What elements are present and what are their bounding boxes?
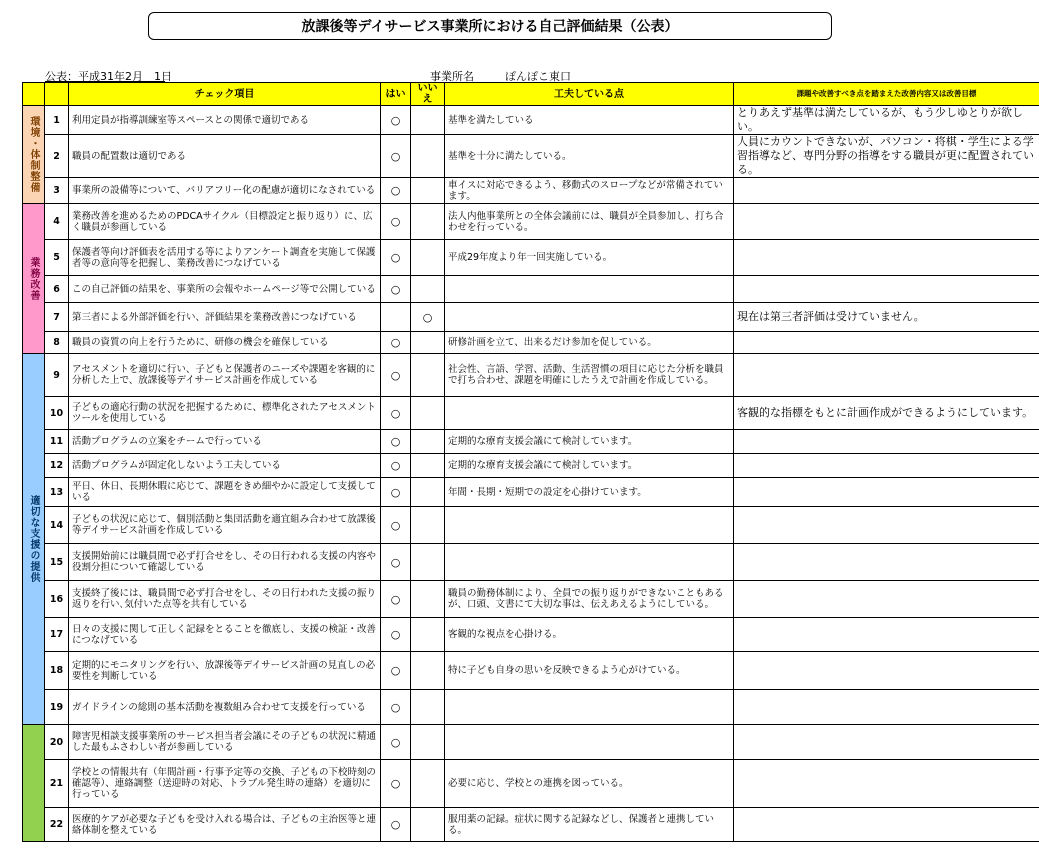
- row-number: 9: [45, 354, 69, 397]
- no-mark: [411, 652, 445, 690]
- row-number: 16: [45, 581, 69, 618]
- header-no: いいえ: [411, 83, 445, 106]
- no-mark: [411, 725, 445, 760]
- improvement-text: [734, 544, 1039, 581]
- no-mark: [411, 690, 445, 725]
- table-row: [23, 690, 1039, 725]
- improvement-text: 人員にカウントできないが、パソコン・将棋・学生による学習指導など、専門分野の指導をする職員が更に配置されている。: [734, 135, 1039, 178]
- improvement-text: [734, 204, 1039, 240]
- check-item: 保護者等向け評価表を活用する等によりアンケート調査を実施して保護者等の意向等を把握し、業務改善につなげている: [69, 240, 381, 276]
- effort-text: 基準を十分に満たしている。: [445, 135, 734, 178]
- yes-mark: ○: [381, 808, 411, 842]
- check-item: 子どもの状況に応じて、個別活動と集団活動を適宜組み合わせて放課後等デイサービス計画を作成している: [69, 507, 381, 544]
- check-item: 業務改善を進めるためのPDCAサイクル（目標設定と振り返り）に、広く職員が参画している: [69, 204, 381, 240]
- effort-text: 必要に応じ、学校との連携を図っている。: [445, 760, 734, 808]
- yes-mark: ○: [381, 106, 411, 135]
- improvement-text: [734, 240, 1039, 276]
- table-row: [23, 204, 1039, 240]
- improvement-text: [734, 178, 1039, 204]
- table-row: [23, 760, 1039, 808]
- check-item: 利用定員が指導訓練室等スペースとの関係で適切である: [69, 106, 381, 135]
- effort-text: 法人内他事業所との全体会議前には、職員が全員参加し、打ち合わせを行っている。: [445, 204, 734, 240]
- published-date: 公表：平成31年2月 1日: [45, 70, 172, 83]
- effort-text: [445, 303, 734, 332]
- check-item: 活動プログラムの立案をチームで行っている: [69, 430, 381, 454]
- category-cell: 適切な支援の提供: [23, 354, 45, 725]
- table-row: [23, 276, 1039, 303]
- table-row: [23, 478, 1039, 507]
- table-row: [23, 397, 1039, 430]
- yes-mark: ○: [381, 652, 411, 690]
- improvement-text: [734, 454, 1039, 478]
- yes-mark: ○: [381, 354, 411, 397]
- no-mark: [411, 760, 445, 808]
- yes-mark: ○: [381, 332, 411, 354]
- row-number: 7: [45, 303, 69, 332]
- check-item: この自己評価の結果を、事業所の会報やホームページ等で公開している: [69, 276, 381, 303]
- header-item: チェック項目: [69, 83, 381, 106]
- category-cell: 環境・体制整備: [23, 106, 45, 204]
- no-mark: [411, 397, 445, 430]
- yes-mark: ○: [381, 178, 411, 204]
- row-number: 12: [45, 454, 69, 478]
- category-cell: 業務改善: [23, 204, 45, 354]
- table-row: [23, 135, 1039, 178]
- row-number: 17: [45, 618, 69, 652]
- row-number: 5: [45, 240, 69, 276]
- table-row: [23, 808, 1039, 842]
- row-number: 1: [45, 106, 69, 135]
- no-mark: [411, 478, 445, 507]
- table-row: [23, 581, 1039, 618]
- no-mark: [411, 354, 445, 397]
- effort-text: 研修計画を立て、出来るだけ参加を促している。: [445, 332, 734, 354]
- effort-text: 定期的な療育支援会議にて検討しています。: [445, 430, 734, 454]
- effort-text: [445, 690, 734, 725]
- row-number: 6: [45, 276, 69, 303]
- check-item: 職員の配置数は適切である: [69, 135, 381, 178]
- no-mark: [411, 454, 445, 478]
- no-mark: ○: [411, 303, 445, 332]
- yes-mark: ○: [381, 240, 411, 276]
- yes-mark: ○: [381, 135, 411, 178]
- no-mark: [411, 178, 445, 204]
- no-mark: [411, 332, 445, 354]
- table-row: [23, 725, 1039, 760]
- effort-text: [445, 725, 734, 760]
- effort-text: [445, 397, 734, 430]
- row-number: 13: [45, 478, 69, 507]
- office-name: ぽんぽこ東口: [505, 68, 601, 85]
- row-number: 3: [45, 178, 69, 204]
- yes-mark: ○: [381, 397, 411, 430]
- table-row: [23, 454, 1039, 478]
- check-item: アセスメントを適切に行い、子どもと保護者のニーズや課題を客観的に分析した上で、放課後等デイサービス計画を作成している: [69, 354, 381, 397]
- yes-mark: [381, 303, 411, 332]
- table-row: [23, 240, 1039, 276]
- yes-mark: ○: [381, 690, 411, 725]
- table-row: [23, 618, 1039, 652]
- table-row: [23, 652, 1039, 690]
- row-number: 11: [45, 430, 69, 454]
- yes-mark: ○: [381, 478, 411, 507]
- improvement-text: 現在は第三者評価は受けていません。: [734, 303, 1039, 332]
- yes-mark: ○: [381, 725, 411, 760]
- table-row: [23, 178, 1039, 204]
- yes-mark: ○: [381, 581, 411, 618]
- header-yes: はい: [381, 83, 411, 106]
- no-mark: [411, 135, 445, 178]
- effort-text: 特に子ども自身の思いを反映できるよう心がけている。: [445, 652, 734, 690]
- row-number: 14: [45, 507, 69, 544]
- self-evaluation-table: [22, 82, 1039, 842]
- category-cell: [23, 725, 45, 842]
- office-label: 事業所名: [430, 70, 474, 83]
- no-mark: [411, 507, 445, 544]
- check-item: 障害児相談支援事業所のサービス担当者会議にその子どもの状況に精通した最もふさわしい者が参画している: [69, 725, 381, 760]
- improvement-text: [734, 652, 1039, 690]
- improvement-text: [734, 430, 1039, 454]
- improvement-text: 客観的な指標をもとに計画作成ができるようにしています。: [734, 397, 1039, 430]
- yes-mark: ○: [381, 430, 411, 454]
- no-mark: [411, 276, 445, 303]
- yes-mark: ○: [381, 276, 411, 303]
- yes-mark: ○: [381, 544, 411, 581]
- effort-text: 職員の勤務体制により、全員での振り返りができないこともあるが、口頭、文書にて大切な事は、伝えあえるようにしている。: [445, 581, 734, 618]
- no-mark: [411, 618, 445, 652]
- yes-mark: ○: [381, 454, 411, 478]
- header-category: [23, 83, 45, 106]
- no-mark: [411, 581, 445, 618]
- table-row: [23, 332, 1039, 354]
- effort-text: 社会性、言語、学習、活動、生活習慣の項目に応じた分析を職員で打ち合わせ、課題を明確にしたうえで計画を作成している。: [445, 354, 734, 397]
- row-number: 20: [45, 725, 69, 760]
- check-item: 職員の資質の向上を行うために、研修の機会を確保している: [69, 332, 381, 354]
- row-number: 4: [45, 204, 69, 240]
- check-item: 第三者による外部評価を行い、評価結果を業務改善につなげている: [69, 303, 381, 332]
- improvement-text: [734, 478, 1039, 507]
- table-row: [23, 303, 1039, 332]
- row-number: 10: [45, 397, 69, 430]
- improvement-text: [734, 618, 1039, 652]
- yes-mark: ○: [381, 760, 411, 808]
- table-row: [23, 544, 1039, 581]
- table-row: [23, 354, 1039, 397]
- row-number: 15: [45, 544, 69, 581]
- table-row: [23, 106, 1039, 135]
- row-number: 8: [45, 332, 69, 354]
- improvement-text: [734, 354, 1039, 397]
- improvement-text: [734, 581, 1039, 618]
- improvement-text: [734, 507, 1039, 544]
- header-number: [45, 83, 69, 106]
- check-item: 子どもの適応行動の状況を把握するために、標準化されたアセスメントツールを使用している: [69, 397, 381, 430]
- check-item: 支援開始前には職員間で必ず打合せをし、その日行われる支援の内容や役割分担について確認している: [69, 544, 381, 581]
- no-mark: [411, 240, 445, 276]
- header-row: [23, 83, 1039, 106]
- improvement-text: とりあえず基準は満たしているが、もう少しゆとりが欲しい。: [734, 106, 1039, 135]
- improvement-text: [734, 690, 1039, 725]
- improvement-text: [734, 760, 1039, 808]
- effort-text: [445, 507, 734, 544]
- check-item: 医療的ケアが必要な子どもを受け入れる場合は、子どもの主治医等と連絡体制を整えている: [69, 808, 381, 842]
- no-mark: [411, 544, 445, 581]
- row-number: 2: [45, 135, 69, 178]
- check-item: 支援終了後には、職員間で必ず打合せをし、その日行われた支援の振り返りを行い､気付いた点等を共有している: [69, 581, 381, 618]
- check-item: 日々の支援に関して正しく記録をとることを徹底し、支援の検証・改善につなげている: [69, 618, 381, 652]
- improvement-text: [734, 332, 1039, 354]
- check-item: 活動プログラムが固定化しないよう工夫している: [69, 454, 381, 478]
- improvement-text: [734, 276, 1039, 303]
- effort-text: 服用薬の記録。症状に関する記録などし、保護者と連携している。: [445, 808, 734, 842]
- effort-text: 車イスに対応できるよう、移動式のスロープなどが常備されています。: [445, 178, 734, 204]
- no-mark: [411, 430, 445, 454]
- yes-mark: ○: [381, 618, 411, 652]
- table-row: [23, 507, 1039, 544]
- yes-mark: ○: [381, 507, 411, 544]
- page-title: 放課後等デイサービス事業所における自己評価結果（公表）: [148, 12, 832, 40]
- effort-text: 客観的な視点を心掛ける。: [445, 618, 734, 652]
- improvement-text: [734, 808, 1039, 842]
- effort-text: 平成29年度より年一回実施している。: [445, 240, 734, 276]
- yes-mark: ○: [381, 204, 411, 240]
- no-mark: [411, 204, 445, 240]
- row-number: 22: [45, 808, 69, 842]
- effort-text: 年間・長期・短期での設定を心掛けています。: [445, 478, 734, 507]
- effort-text: 定期的な療育支援会議にて検討しています。: [445, 454, 734, 478]
- check-item: ガイドラインの総則の基本活動を複数組み合わせて支援を行っている: [69, 690, 381, 725]
- header-plan: 課題や改善すべき点を踏まえた改善内容又は改善目標: [734, 83, 1039, 106]
- improvement-text: [734, 725, 1039, 760]
- row-number: 19: [45, 690, 69, 725]
- no-mark: [411, 106, 445, 135]
- effort-text: [445, 544, 734, 581]
- table-row: [23, 430, 1039, 454]
- check-item: 事業所の設備等について、バリアフリー化の配慮が適切になされている: [69, 178, 381, 204]
- check-item: 定期的にモニタリングを行い、放課後等デイサービス計画の見直しの必要性を判断している: [69, 652, 381, 690]
- check-item: 学校との情報共有（年間計画・行事予定等の交換、子どもの下校時刻の確認等）、連絡調整（送迎時の対応、トラブル発生時の連絡）を適切に行っている: [69, 760, 381, 808]
- effort-text: 基準を満たしている: [445, 106, 734, 135]
- check-item: 平日、休日、長期休暇に応じて、課題をきめ細やかに設定して支援している: [69, 478, 381, 507]
- header-effort: 工夫している点: [445, 83, 734, 106]
- row-number: 18: [45, 652, 69, 690]
- row-number: 21: [45, 760, 69, 808]
- no-mark: [411, 808, 445, 842]
- effort-text: [445, 276, 734, 303]
